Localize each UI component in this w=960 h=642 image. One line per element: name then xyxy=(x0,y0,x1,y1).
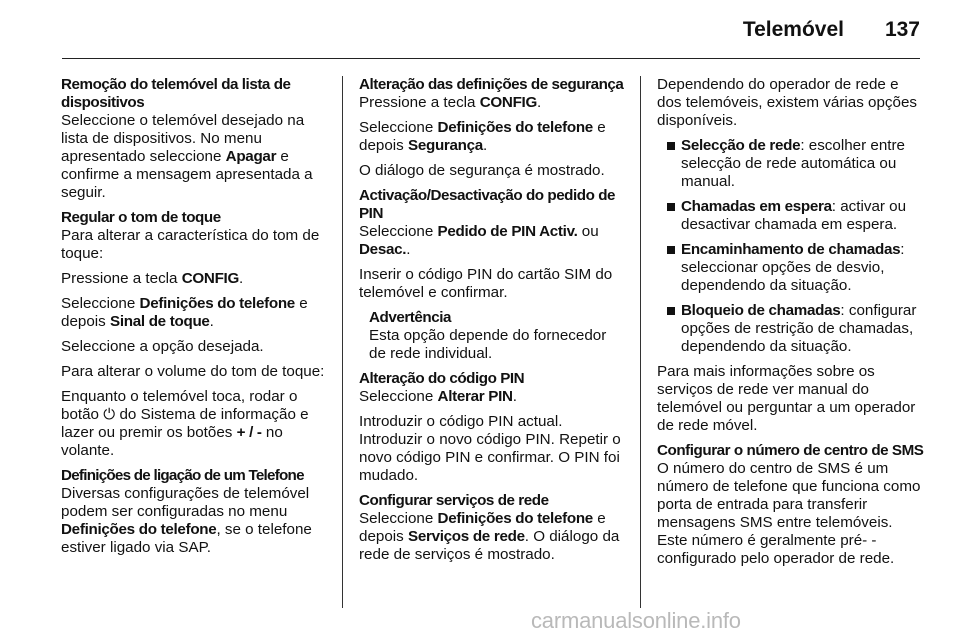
list-item: Chamadas em espera: activar ou desactivar chamada em espera. xyxy=(657,198,925,234)
paragraph: Para mais informações sobre os serviços de rede ver manual do telemóvel ou perguntar a um operador de rede móvel. xyxy=(657,363,916,434)
column-1 xyxy=(61,76,327,564)
section-heading: Alteração das definições de segurança xyxy=(359,76,624,93)
section-body: Seleccione o telemóvel desejado na lista de dispositivos. No menu apresentado seleccione Apagar e confirme a mensagem apresentada a seguir. xyxy=(61,112,313,201)
section-heading: Definições de ligação de um Telefone xyxy=(61,467,304,484)
warning-note xyxy=(369,309,627,363)
paragraph: Seleccione Pedido de PIN Activ. ou Desac.. xyxy=(359,223,599,258)
section-heading: Configurar o número de centro de SMS xyxy=(657,442,924,459)
paragraph: Seleccione Alterar PIN. xyxy=(359,388,517,405)
section-body: O número do centro de SMS é um número de telefone que funciona como porta de entrada para transferir mensagens SMS entre telemóveis. Este número é geralmente pré- -configurado pelo operador de rede. xyxy=(657,460,921,567)
paragraph: Seleccione Definições do telefone e depois Sinal de toque. xyxy=(61,295,308,330)
paragraph: Seleccione a opção desejada. xyxy=(61,338,264,355)
options-list xyxy=(657,137,925,356)
list-item: Bloqueio de chamadas: configurar opções de restrição de chamadas, dependendo da situação. xyxy=(657,302,925,356)
section-remove-phone xyxy=(61,76,327,202)
note-body: Esta opção depende do fornecedor de rede individual. xyxy=(369,327,607,362)
column-divider-1 xyxy=(342,76,343,608)
column-2 xyxy=(359,76,627,571)
paragraph: Para alterar o volume do tom de toque: xyxy=(61,363,325,380)
list-item: Encaminhamento de chamadas: seleccionar opções de desvio, dependendo da situação. xyxy=(657,241,925,295)
header-divider xyxy=(62,58,920,59)
page-header xyxy=(62,14,920,54)
paragraph: O diálogo de segurança é mostrado. xyxy=(359,162,605,179)
bullet-square-icon xyxy=(667,203,675,211)
paragraph: Inserir o código PIN do cartão SIM do telemóvel e confirmar. xyxy=(359,266,613,301)
section-heading: Configurar serviços de rede xyxy=(359,492,549,509)
paragraph: Dependendo do operador de rede e dos telemóveis, existem várias opções disponíveis. xyxy=(657,76,917,129)
list-item: Selecção de rede: escolher entre selecção de rede automática ou manual. xyxy=(657,137,925,191)
section-ringtone xyxy=(61,209,327,460)
section-body: Seleccione Definições do telefone e depois Serviços de rede. O diálogo da rede de serviços é mostrado. xyxy=(359,510,620,563)
section-heading: Regular o tom de toque xyxy=(61,209,221,226)
section-security xyxy=(359,76,627,180)
section-phone-connection xyxy=(61,467,327,557)
section-network-services xyxy=(359,492,627,564)
paragraph: Para alterar a característica do tom de toque: xyxy=(61,227,320,262)
paragraph: Pressione a tecla CONFIG. xyxy=(61,270,244,287)
section-heading: Remoção do telemóvel da lista de dispositivos xyxy=(61,76,291,111)
section-change-pin xyxy=(359,370,627,485)
paragraph: Seleccione Definições do telefone e depois Segurança. xyxy=(359,119,606,154)
paragraph: Pressione a tecla CONFIG. xyxy=(359,94,542,111)
column-divider-2 xyxy=(640,76,641,608)
section-heading: Activação/Desactivação do pedido de PIN xyxy=(359,187,616,222)
section-heading: Alteração do código PIN xyxy=(359,370,525,387)
note-title: Advertência xyxy=(369,309,451,326)
paragraph: Introduzir o código PIN actual. Introduzir o novo código PIN. Repetir o novo código PIN e confirmar. O PIN foi mudado. xyxy=(359,413,621,484)
page-title: Telemóvel xyxy=(742,18,844,41)
column-3 xyxy=(657,76,925,575)
watermark: carmanualsonline.info xyxy=(531,608,741,633)
bullet-square-icon xyxy=(667,246,675,254)
page-number: 137 xyxy=(884,18,920,41)
section-body: Diversas configurações de telemóvel podem ser configuradas no menu Definições do telefone, se o telefone estiver ligado via SAP. xyxy=(61,485,312,556)
section-sms-center xyxy=(657,442,925,568)
paragraph: Enquanto o telemóvel toca, rodar o botão ⏻ do Sistema de informação e lazer ou premir os botões + / - no volante. xyxy=(61,388,309,459)
bullet-square-icon xyxy=(667,142,675,150)
section-pin-request xyxy=(359,187,627,363)
bullet-square-icon xyxy=(667,307,675,315)
